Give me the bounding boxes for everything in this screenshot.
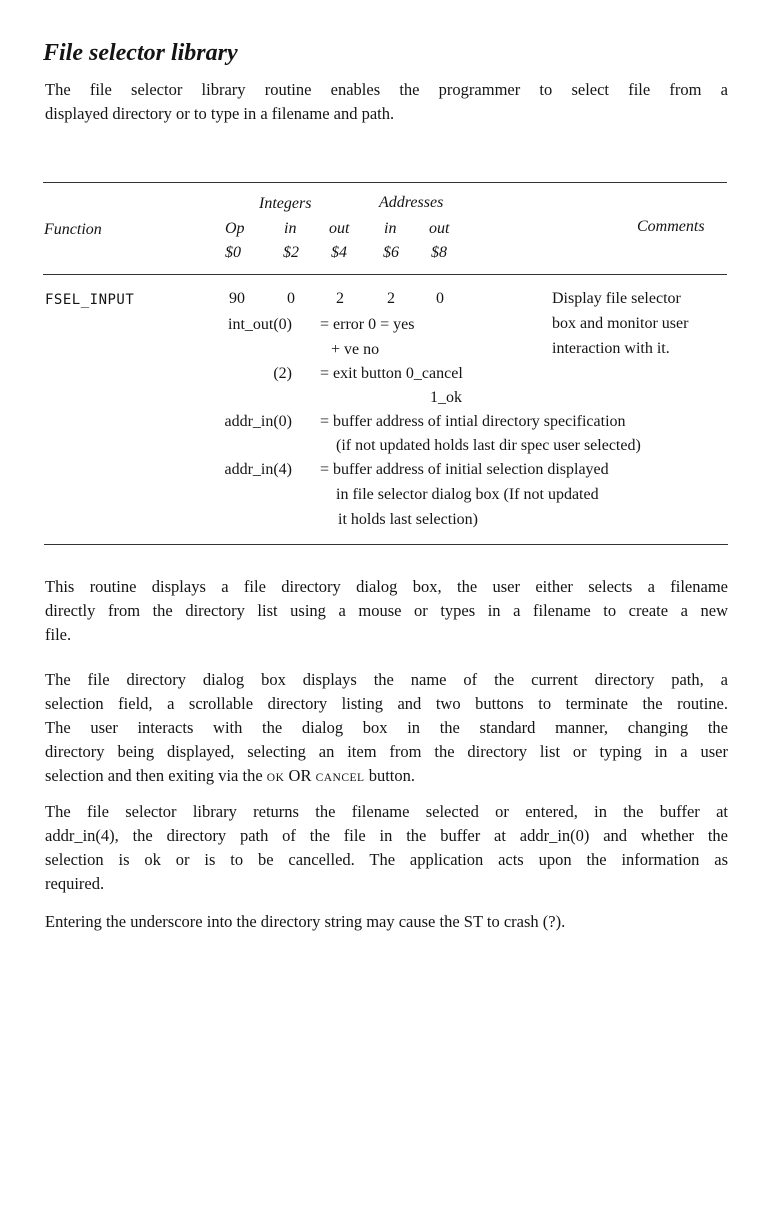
header-comments: Comments bbox=[637, 218, 705, 235]
table-bottom-rule bbox=[44, 544, 728, 545]
detail-text: = error 0 = yes bbox=[320, 316, 415, 333]
paragraph-2 bbox=[45, 668, 728, 788]
header-int-in: in bbox=[284, 220, 297, 237]
intro-line: The file selector library routine enables the programmer to select file from a bbox=[45, 80, 728, 99]
paragraph-line: addr_in(4), the directory path of the file in the buffer at addr_in(0) and whether the bbox=[45, 826, 728, 845]
paragraph-line: directory being displayed, selecting an item from the directory list or typing in a user bbox=[45, 742, 728, 761]
header-addr-in: in bbox=[384, 220, 397, 237]
header-function: Function bbox=[44, 221, 102, 238]
header-addr-out-offset: $8 bbox=[431, 244, 447, 261]
detail-text: (if not updated holds last dir spec user selected) bbox=[336, 437, 641, 454]
comment-line: Display file selector bbox=[552, 290, 681, 307]
detail-text: = buffer address of initial selection displayed bbox=[320, 461, 609, 478]
header-addr-in-offset: $6 bbox=[383, 244, 399, 261]
paragraph-line: The file directory dialog box displays the name of the current directory path, a bbox=[45, 670, 728, 689]
header-int-out-offset: $4 bbox=[331, 244, 347, 261]
paragraph-line bbox=[45, 764, 728, 788]
detail-text: = exit button 0_cancel bbox=[320, 365, 463, 382]
paragraph-line: Entering the underscore into the directory string may cause the ST to crash (?). bbox=[45, 912, 566, 931]
cancel-label: CANCEL bbox=[315, 772, 365, 784]
detail-param: addr_in(0) bbox=[224, 413, 292, 430]
paragraph-line: selection is ok or is to be cancelled. The application acts upon the information as bbox=[45, 850, 728, 869]
detail-text: it holds last selection) bbox=[338, 511, 478, 528]
paragraph-1 bbox=[45, 575, 728, 647]
table-top-rule bbox=[43, 182, 727, 183]
paragraph-text: OR bbox=[288, 766, 312, 785]
int-out-value: 2 bbox=[336, 290, 344, 307]
paragraph-line: file. bbox=[45, 625, 72, 644]
header-op-offset: $0 bbox=[225, 244, 241, 261]
detail-param: int_out(0) bbox=[228, 316, 292, 333]
paragraph-3 bbox=[45, 800, 728, 896]
function-name: FSEL_INPUT bbox=[45, 292, 135, 308]
paragraph-text: button. bbox=[368, 766, 415, 785]
page-title: File selector library bbox=[43, 40, 238, 66]
detail-text: = buffer address of intial directory specification bbox=[320, 413, 626, 430]
header-integers: Integers bbox=[259, 195, 312, 212]
header-int-out: out bbox=[329, 220, 350, 237]
detail-param: addr_in(4) bbox=[224, 461, 292, 478]
header-addresses: Addresses bbox=[379, 194, 444, 211]
paragraph-line: required. bbox=[45, 874, 105, 893]
paragraph-4 bbox=[45, 910, 728, 934]
header-int-in-offset: $2 bbox=[283, 244, 299, 261]
addr-out-value: 0 bbox=[436, 290, 444, 307]
intro-paragraph bbox=[45, 78, 728, 126]
paragraph-line: The file selector library returns the filename selected or entered, in the buffer at bbox=[45, 802, 728, 821]
paragraph-line: The user interacts with the dialog box in the standard manner, changing the bbox=[45, 718, 728, 737]
paragraph-text: selection and then exiting via the bbox=[45, 766, 263, 785]
comment-line: box and monitor user bbox=[552, 315, 689, 332]
header-addr-out: out bbox=[429, 220, 450, 237]
detail-text: 1_ok bbox=[430, 389, 462, 406]
op-value: 90 bbox=[229, 290, 245, 307]
detail-text: + ve no bbox=[331, 341, 380, 358]
table-header-rule bbox=[43, 274, 727, 275]
detail-text: in file selector dialog box (If not updated bbox=[336, 486, 599, 503]
header-op: Op bbox=[225, 220, 245, 237]
paragraph-line: selection field, a scrollable directory listing and two buttons to terminate the routine. bbox=[45, 694, 728, 713]
comment-line: interaction with it. bbox=[552, 340, 670, 357]
intro-line: displayed directory or to type in a filename and path. bbox=[45, 104, 395, 123]
int-in-value: 0 bbox=[287, 290, 295, 307]
paragraph-line: directly from the directory list using a mouse or types in a filename to create a new bbox=[45, 601, 728, 620]
detail-param: (2) bbox=[273, 365, 292, 382]
addr-in-value: 2 bbox=[387, 290, 395, 307]
ok-label: OK bbox=[266, 772, 285, 784]
paragraph-line: This routine displays a file directory dialog box, the user either selects a filename bbox=[45, 577, 728, 596]
